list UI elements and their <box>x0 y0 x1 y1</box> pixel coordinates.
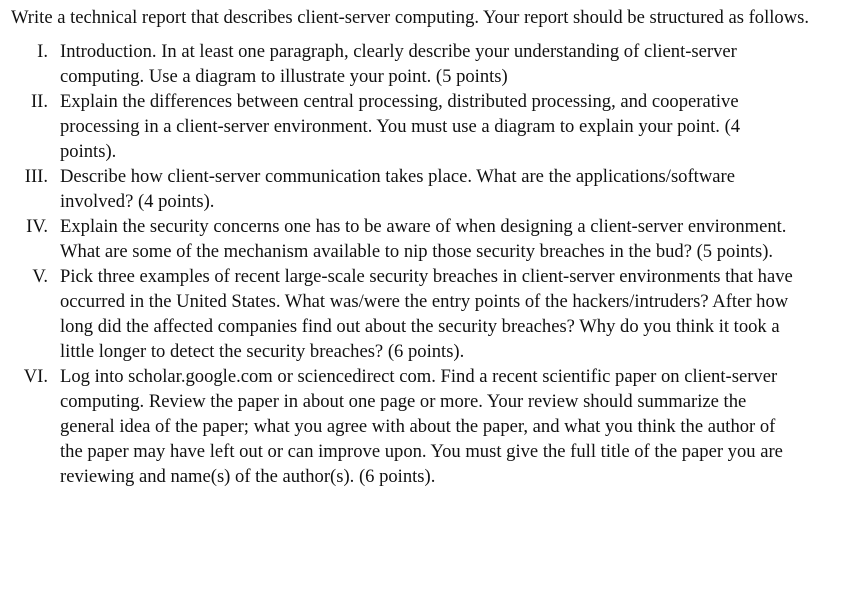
section-numeral: VI. <box>23 366 48 387</box>
list-item <box>0 39 848 89</box>
list-item <box>0 364 848 489</box>
list-item <box>0 264 848 364</box>
section-text: Explain the security concerns one has to be aware of when designing a client-server environment. What are some of the mechanism available to nip those security breaches in the bud? (5 points). <box>60 216 787 262</box>
section-text: Introduction. In at least one paragraph, clearly describe your understanding of client-server computing. Use a diagram to illustrate your point. (5 points) <box>60 41 737 87</box>
list-item <box>0 214 848 264</box>
section-numeral: III. <box>24 166 48 187</box>
section-text: Describe how client-server communication takes place. What are the applications/software involved? (4 points). <box>60 166 735 212</box>
section-numeral: V. <box>32 266 48 287</box>
section-numeral: I. <box>37 41 48 62</box>
section-text: Explain the differences between central processing, distributed processing, and cooperative processing in a client-server environment. You must use a diagram to explain your point. (4 points). <box>60 91 741 162</box>
report-sections-list <box>0 39 848 489</box>
section-text: Log into scholar.google.com or sciencedirect com. Find a recent scientific paper on client-server computing. Review the paper in about one page or more. Your review should summarize the general idea of the paper; what you agree with about the paper, and what you think the author of the paper may have left out or can improve upon. You must give the full title of the paper you are reviewing and name(s) of the author(s). (6 points). <box>60 366 783 487</box>
assignment-intro: Write a technical report that describes client-server computing. Your report should be structured as follows. <box>11 7 810 28</box>
section-numeral: II. <box>30 91 48 112</box>
list-item <box>0 89 848 164</box>
section-text: Pick three examples of recent large-scale security breaches in client-server environments that have occurred in the United States. What was/were the entry points of the hackers/intruders? After how long did the affected companies find out about the security breaches? Why do you think it took a little longer to detect the security breaches? (6 points). <box>60 266 793 362</box>
list-item <box>0 164 848 214</box>
section-numeral: IV. <box>26 216 48 237</box>
